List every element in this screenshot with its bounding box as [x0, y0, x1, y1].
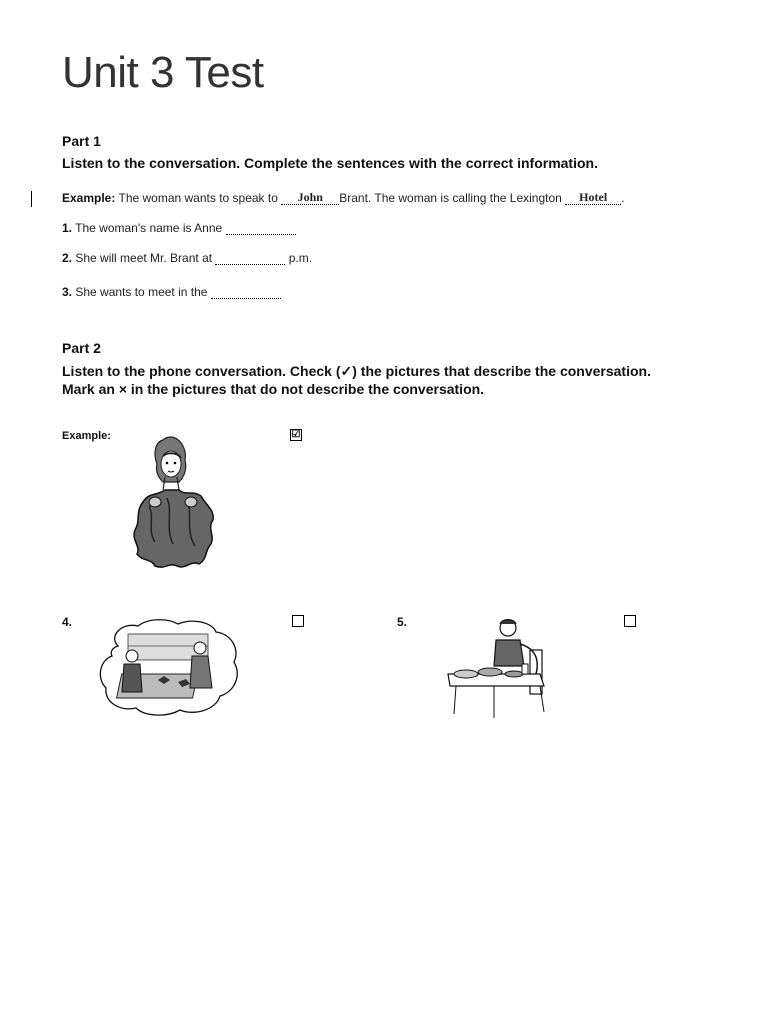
answer-blank-2[interactable]	[215, 251, 285, 265]
example-blank-b: Hotel	[565, 191, 621, 205]
instruction-text: Listen to the phone conversation. Check	[62, 363, 332, 379]
item-text: The woman's name is Anne	[75, 221, 223, 235]
instruction-text: in the pictures that do not describe the conversation.	[130, 381, 485, 397]
item-4-checkbox[interactable]	[292, 615, 304, 627]
part2-item-4-number: 4.	[62, 615, 73, 629]
part1-instruction: Listen to the conversation. Complete the sentences with the correct information.	[62, 155, 598, 171]
item-text: She wants to meet in the	[75, 285, 208, 299]
item-after-text: p.m.	[288, 251, 313, 265]
part1-example	[62, 191, 625, 205]
answer-blank-1[interactable]	[226, 221, 296, 235]
item-text: She will meet Mr. Brant at	[75, 251, 213, 265]
x-symbol: ×	[118, 381, 127, 397]
part1-heading: Part 1	[62, 133, 101, 149]
example-picture-woman-with-fabric	[125, 432, 220, 572]
example-text-b: Brant. The woman is calling the Lexington	[339, 191, 562, 205]
part1-item-3	[62, 285, 281, 299]
part2-instruction	[62, 362, 742, 398]
item-5-checkbox[interactable]	[624, 615, 636, 627]
part2-item-5-number: 5.	[397, 615, 408, 629]
part1-item-1	[62, 221, 296, 235]
check-symbol: (✓)	[335, 363, 357, 379]
item-number: 2.	[62, 251, 73, 265]
part2-heading: Part 2	[62, 340, 101, 356]
example-checkbox[interactable]: ☑	[291, 429, 301, 440]
text-cursor	[31, 191, 32, 207]
picture-5-man-eating-at-table	[444, 614, 552, 718]
page-title: Unit 3 Test	[62, 48, 264, 97]
part2-example-label: Example:	[62, 430, 111, 442]
example-blank-a: John	[281, 191, 339, 205]
item-number: 3.	[62, 285, 73, 299]
item-number: 1.	[62, 221, 73, 235]
instruction-text: Mark an	[62, 381, 115, 397]
instruction-text: the pictures that describe the conversation.	[360, 363, 651, 379]
part1-item-2	[62, 251, 312, 265]
example-text-a: The woman wants to speak to	[118, 191, 278, 205]
answer-blank-3[interactable]	[211, 285, 281, 299]
example-label: Example:	[62, 191, 116, 205]
picture-4-people-at-table-thought-bubble	[98, 616, 240, 718]
example-text-c: .	[621, 191, 625, 205]
